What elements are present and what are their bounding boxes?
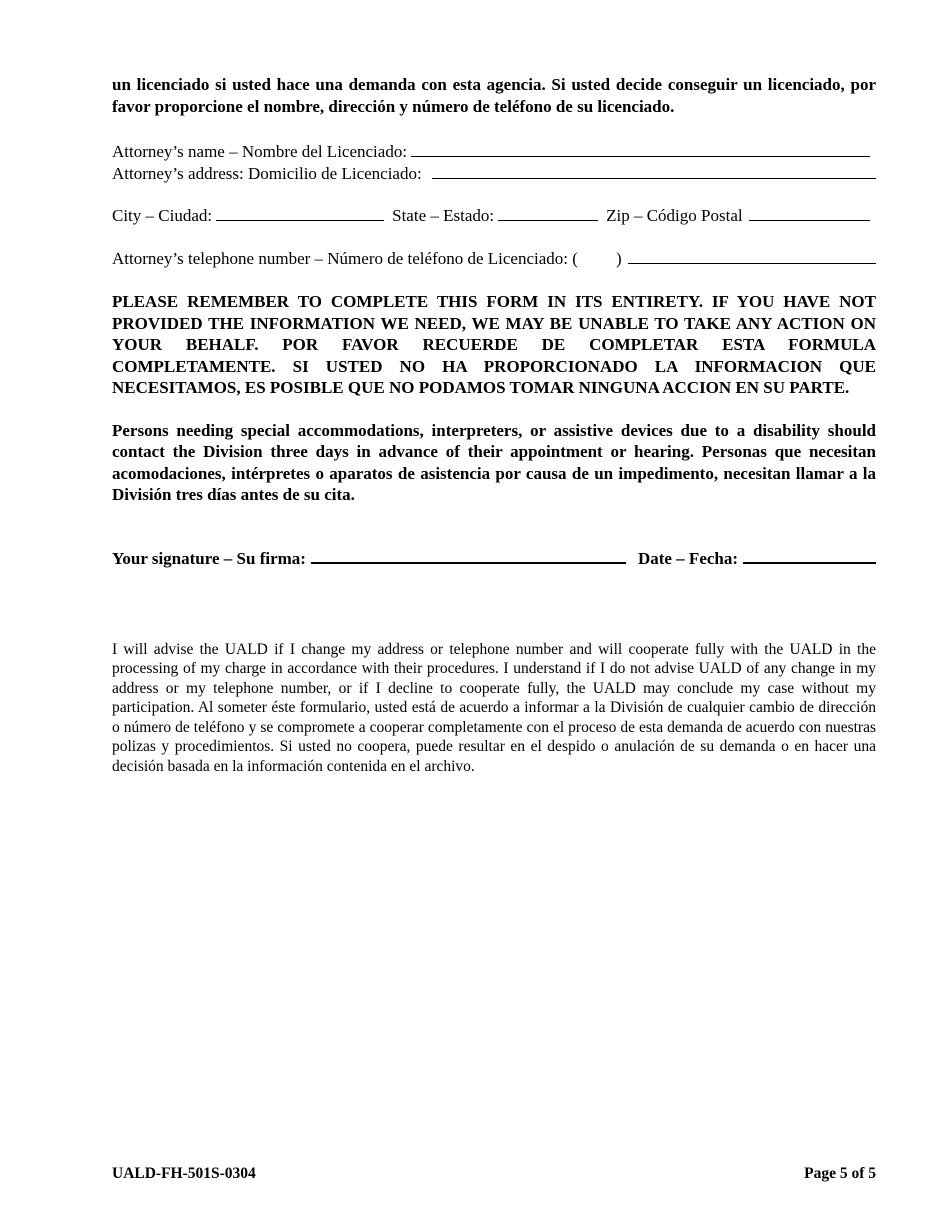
attorney-name-row: [112, 141, 876, 163]
signature-row: [112, 548, 876, 570]
page-number: Page 5 of 5: [804, 1165, 876, 1182]
signature-label: Your signature – Su firma:: [112, 548, 306, 568]
state-field[interactable]: [498, 206, 598, 221]
date-field[interactable]: [743, 548, 876, 564]
attorney-phone-row: [112, 248, 876, 270]
phone-paren-close: ): [615, 249, 622, 268]
zip-group: [606, 205, 876, 227]
state-label: State – Estado:: [392, 206, 495, 225]
city-group: [112, 205, 384, 227]
attorney-phone-label: Attorney’s telephone number – Número de teléfono de Licenciado: (: [112, 249, 578, 268]
form-page: [112, 74, 876, 776]
page-footer: [112, 1164, 876, 1184]
date-label: Date – Fecha:: [637, 548, 739, 568]
city-state-zip-row: [112, 205, 876, 227]
attorney-address-field[interactable]: [432, 164, 876, 179]
intro-paragraph: un licenciado si usted hace una demanda con esta agencia. Si usted decide conseguir un licenciado, por favor proporcione el nombre, dirección y número de teléfono de su licenciado.: [112, 75, 876, 116]
zip-field[interactable]: [749, 206, 870, 221]
attorney-name-field[interactable]: [411, 142, 870, 157]
reminder-paragraph: PLEASE REMEMBER TO COMPLETE THIS FORM IN ITS ENTIRETY. IF YOU HAVE NOT PROVIDED THE INFORMATION WE NEED, WE MAY BE UNABLE TO TAKE ANY ACTION ON YOUR BEHALF. POR FAVOR RECUERDE DE COMPLETAR ESTA FORMULA COMPLETAMENTE. SI USTED NO HA PROPORCIONADO LA INFORMACION QUE NECESITAMOS, ES POSIBLE QUE NO PODAMOS TOMAR NINGUNA ACCION EN SU PARTE.: [112, 292, 876, 397]
accommodations-paragraph: Persons needing special accommodations, interpreters, or assistive devices due to a disability should contact the Division three days in advance of their appointment or hearing. Personas que necesitan acomodaciones, intérpretes o aparatos de asistencia por causa de un impedimento, necesitan llamar a la División tres días antes de su cita.: [112, 420, 876, 504]
form-number: UALD-FH-501S-0304: [112, 1165, 256, 1182]
city-label: City – Ciudad:: [112, 206, 213, 225]
city-field[interactable]: [216, 206, 384, 221]
attorney-address-row: [112, 163, 876, 185]
attorney-name-label: Attorney’s name – Nombre del Licenciado:: [112, 142, 408, 161]
attorney-address-label: Attorney’s address: Domicilio de Licenciado:: [112, 164, 422, 183]
attorney-phone-field[interactable]: [628, 249, 876, 264]
signature-field[interactable]: [311, 548, 626, 564]
advisory-paragraph: I will advise the UALD if I change my address or telephone number and will cooperate fully with the UALD in the processing of my charge in accordance with their procedures. I understand if I do not advise UALD of any change in my address or my telephone number, or if I decline to cooperate fully, the UALD may conclude my case without my participation. Al someter éste formulario, usted está de acuerdo a informar a la División de cualquier cambio de dirección o número de teléfono y se compromete a cooperar completamente con el proceso de esta demanda de acuerdo con nuestras polizas y procedimientos. Si usted no coopera, puede resultar en el despido o anulación de su demanda o en hacer una decisión basada en la información contenida en el archivo.: [112, 640, 876, 775]
state-group: [392, 205, 598, 227]
zip-label: Zip – Código Postal: [606, 206, 743, 225]
